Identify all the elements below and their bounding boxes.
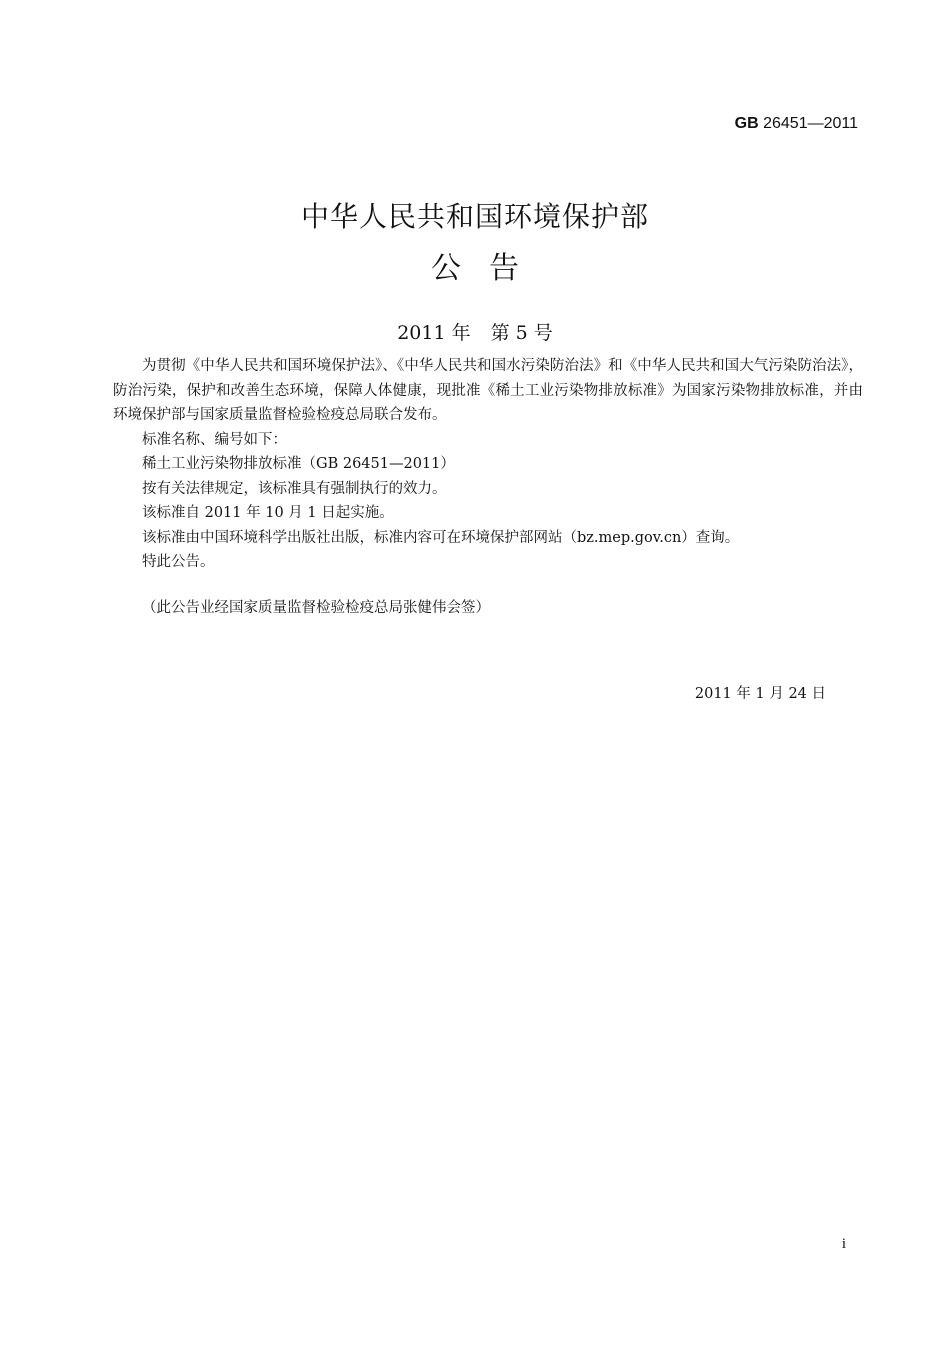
body-line-effective: 该标准自 2011 年 10 月 1 日起实施。 (142, 505, 394, 521)
ministry-title: 中华人民共和国环境保护部 (300, 200, 649, 233)
body-line-standard: 稀土工业污染物排放标准（GB 26451—2011） (142, 456, 455, 472)
body-line-publish: 该标准由中国环境科学出版社出版，标准内容可在环境保护部网站（bz.mep.gov.cn）查询。 (142, 529, 740, 546)
body-line-intro: 标准名称、编号如下： (142, 431, 287, 448)
body-line-notice: 特此公告。 (142, 554, 215, 570)
issue-number (0, 318, 950, 345)
announcement-date: 2011 年 1 月 24 日 (694, 686, 826, 702)
standard-number: 26451—2011 (763, 115, 858, 132)
issue-no: 第 5 号 (490, 322, 553, 344)
standard-code (735, 115, 858, 133)
announcement-body (113, 354, 863, 620)
announcement-title: 公告 (431, 251, 547, 286)
body-line-force: 按有关法律规定，该标准具有强制执行的效力。 (142, 480, 447, 497)
issue-year: 2011 年 (397, 322, 471, 344)
page-number: i (841, 1236, 846, 1252)
body-paragraph: 为贯彻《中华人民共和国环境保护法》、《中华人民共和国水污染防治法》和《中华人民共和国大气污染防治法》，防治污染，保护和改善生态环境，保障人体健康，现批准《稀土工业污染物排放标准》为国家污染物排放标准，并由环境保护部与国家质量监督检验检疫总局联合发布。 (113, 358, 863, 423)
standard-prefix: GB (734, 115, 759, 132)
body-line-cosign: （此公告业经国家质量监督检验检疫总局张健伟会签） (142, 599, 490, 616)
